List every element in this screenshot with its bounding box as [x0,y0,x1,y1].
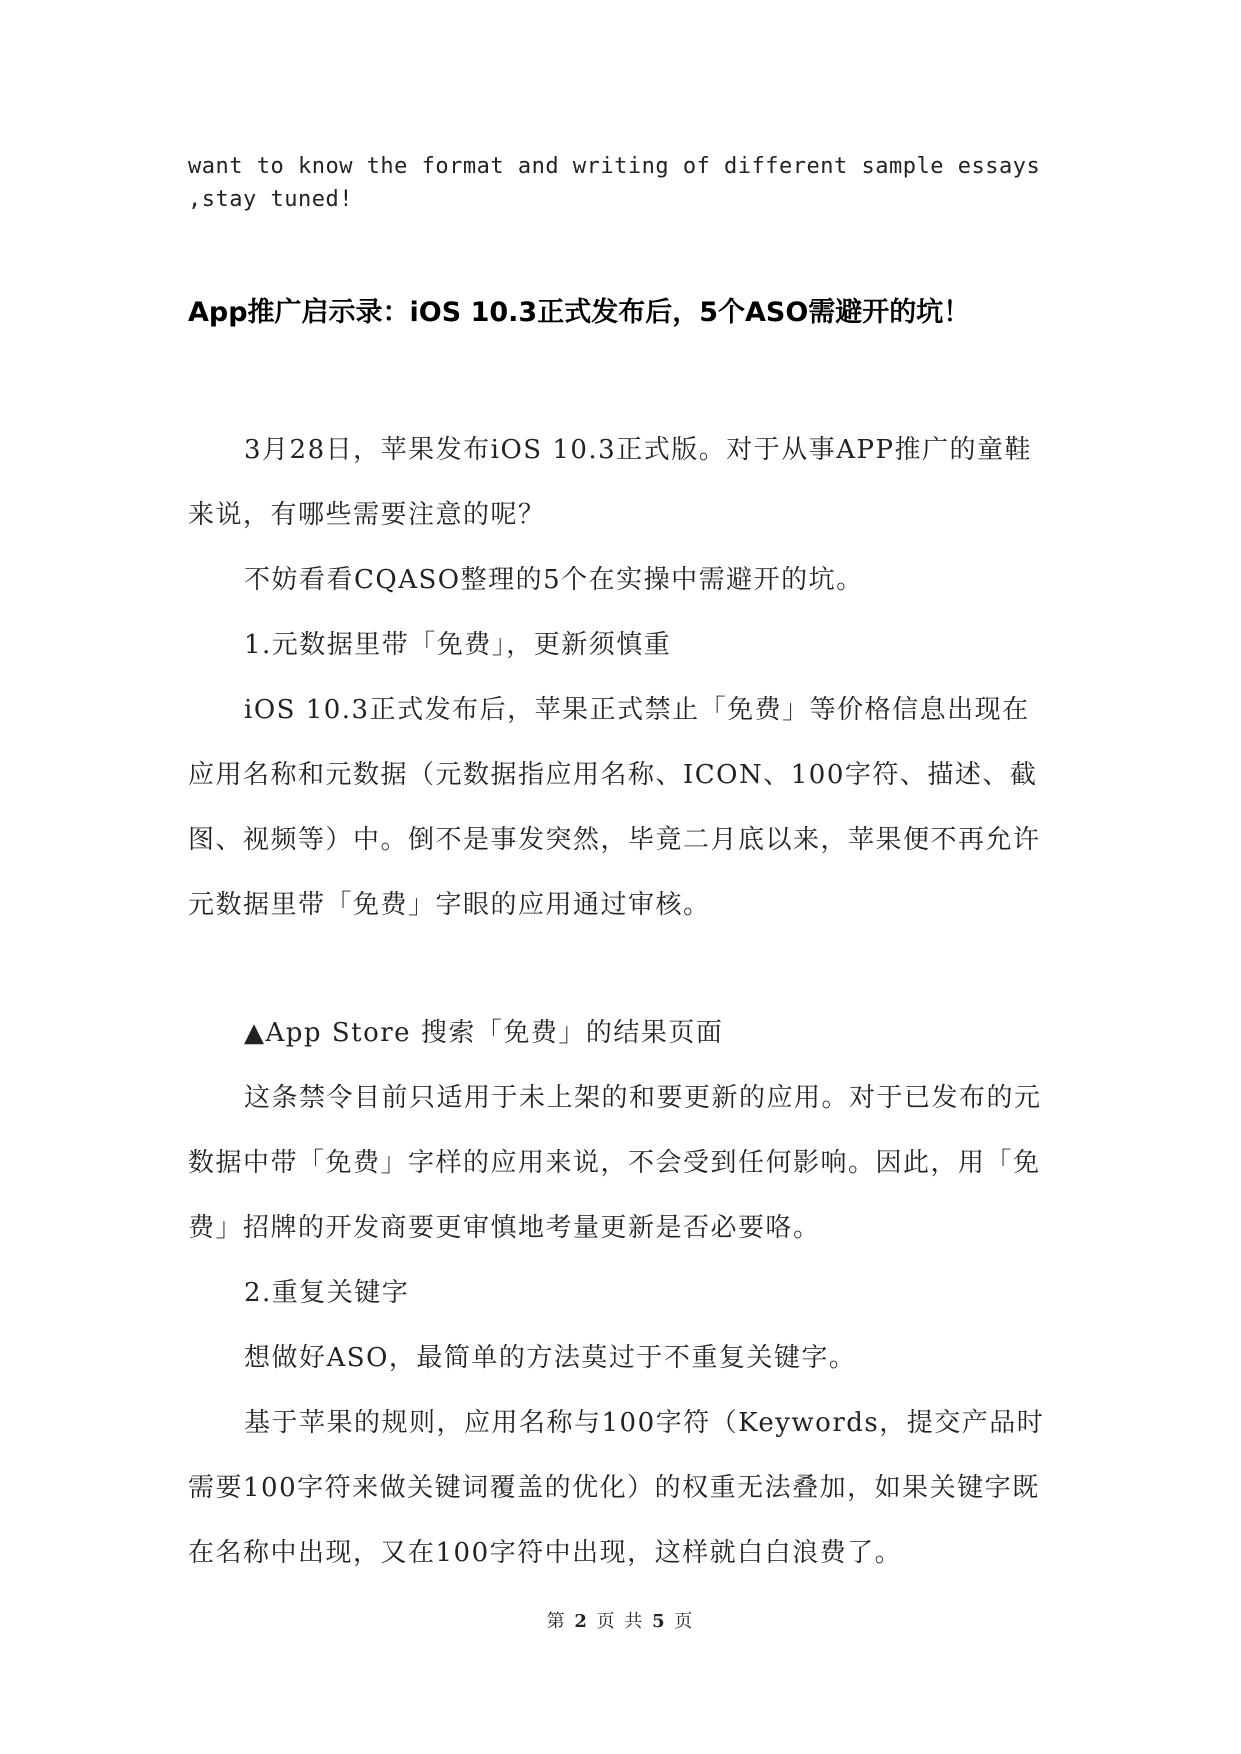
footer-prefix: 第 [546,1611,567,1632]
paragraph: 不妨看看CQASO整理的5个在实操中需避开的坑。 [244,565,864,595]
paragraph: 3月28日，苹果发布iOS 10.3正式版。对于从事APP推广的童鞋来说，有哪些需要注意的呢？ [188,435,1032,530]
footer-suffix: 页 [674,1611,695,1632]
page-footer [0,1607,1241,1633]
image-placeholder-gap [188,938,1054,1001]
footer-page-number: 2 [574,1611,589,1632]
article-body [188,418,1054,1586]
section-heading: 1.元数据里带「免费」，更新须慎重 [244,630,672,660]
footer-total-pages: 5 [652,1611,667,1632]
paragraph: 基于苹果的规则，应用名称与100字符（Keywords，提交产品时需要100字符来做关键词覆盖的优化）的权重无法叠加，如果关键字既在名称中出现，又在100字符中出现，这样就白白浪费了。 [188,1408,1045,1568]
image-caption: ▲App Store 搜索「免费」的结果页面 [244,1018,724,1048]
paragraph: iOS 10.3正式发布后，苹果正式禁止「免费」等价格信息出现在应用名称和元数据（元数据指应用名称、ICON、100字符、描述、截图、视频等）中。倒不是事发突然，毕竟二月底以来，苹果便不再允许元数据里带「免费」字眼的应用通过审核。 [188,695,1041,920]
article-title: App推广启示录：iOS 10.3正式发布后，5个ASO需避开的坑！ [188,297,971,328]
section-heading: 2.重复关键字 [244,1278,410,1308]
intro-text: want to know the format and writing of different sample essays ,stay tuned! [188,154,1041,212]
paragraph: 这条禁令目前只适用于未上架的和要更新的应用。对于已发布的元数据中带「免费」字样的应用来说，不会受到任何影响。因此，用「免费」招牌的开发商要更审慎地考量更新是否必要咯。 [188,1083,1042,1243]
paragraph: 想做好ASO，最简单的方法莫过于不重复关键字。 [244,1343,857,1373]
footer-middle: 页 共 [596,1611,645,1632]
